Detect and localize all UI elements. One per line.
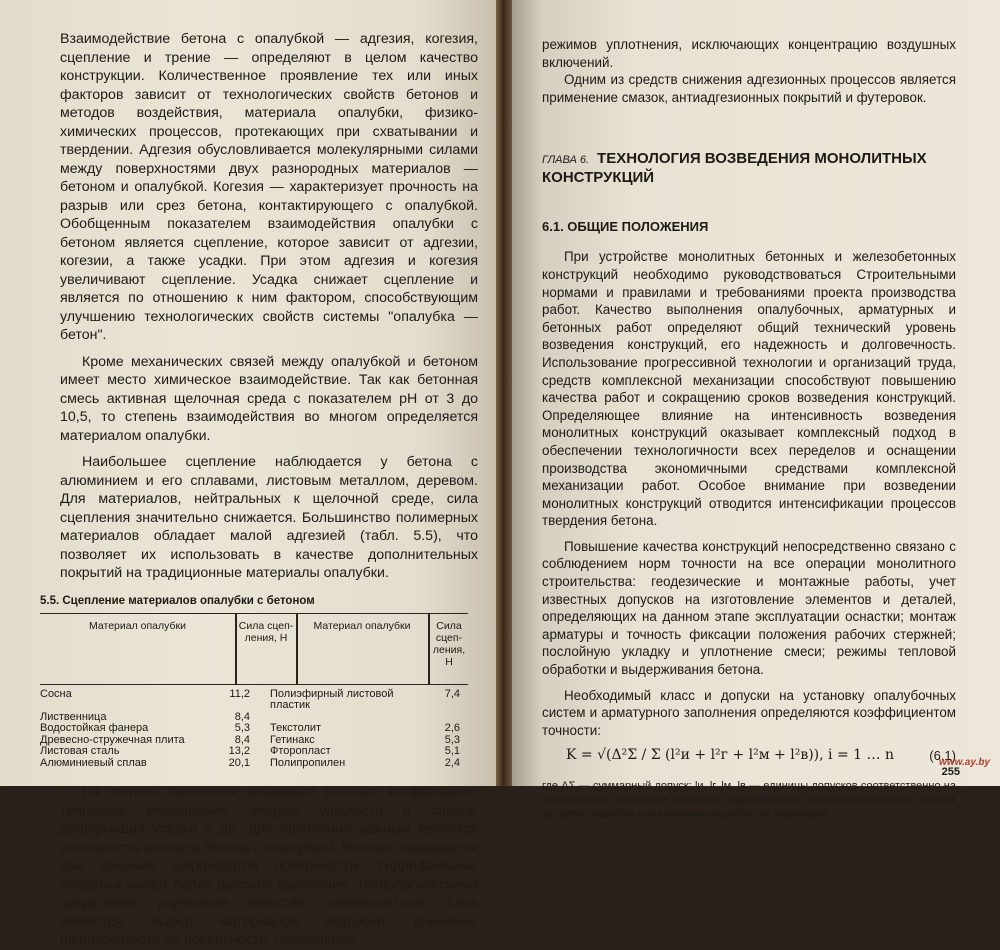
table-cell: 5,3 <box>444 733 460 746</box>
table-cell: 8,4 <box>234 733 250 746</box>
paragraph: режимов уплотнения, исключающих концентрацию воздушных включений. <box>542 37 956 70</box>
chapter-heading <box>542 150 956 187</box>
table-cell: Фторопласт <box>270 745 331 757</box>
paragraph: Наибольшее сцепление наблюдается у бетона с алюминием и его сплавами, листовым металлом, деревом. Для материалов, нейтральных к щелочной среде, сила сцепления значительно снижается. Большинство полимерных материалов обладает малой адгезией (табл. 5.5), что позволяет их использовать в качестве дополнительных покрытий на традиционные материалы опалубки. <box>60 454 478 581</box>
table-row <box>40 723 468 735</box>
formula-line <box>566 747 956 763</box>
column-header: Материал опалубки <box>313 619 411 632</box>
formula: K = √(Δ²Σ / Σ (l²и + l²г + l²м + l²в)), i = 1 … n <box>566 747 894 764</box>
table-cell: Сосна <box>40 687 72 700</box>
paragraph: На степень сцепления оказывают влияние коэффициент теплового расширения, модули упругости и сдвига, деформация усадки и др. Для сцепления важным является сплошность контакта бетона с опалубкой. Контакт повышается при наличии шероховатой поверхности. Гидрофильные опалубки имеют более высокое сцепление. Технологическими средствами улучшения качества поверхностного слоя являются: выбор материалов опалубки, снижение шероховатости ее поверхности, применение <box>60 784 478 948</box>
table-row <box>40 689 468 712</box>
table-cell: Алюминиевый сплав <box>40 756 147 769</box>
table-cell: 7,4 <box>444 687 460 700</box>
paragraph: Кроме механических связей между опалубкой и бетоном имеет место химическое взаимодействие. Так как бетонная смесь активная щелочная среда с показателем pH от 3 до 10,5, то степень взаимодействия во многом определяется материалом опалубки. <box>60 353 478 444</box>
table-cell: Полиэфирный листовой пластик <box>270 687 394 711</box>
table-row <box>40 758 468 770</box>
table-cell: 5,3 <box>234 722 250 734</box>
table-cell: Лиственница <box>40 710 107 723</box>
footnote: где ΔΣ — суммарный допуск; lи, lг, lм, lв — единицы допусков соответственно на изготовление элементов опалубки, геодезические разбивочные работы, монтаж деталей опалубки и отклонение опалубки от вертикали <box>542 780 956 821</box>
table-cell: Древесно-стружечная плита <box>40 733 185 746</box>
column-header: Сила сцеп-ления, Н <box>432 619 466 668</box>
table-cell: Текстолит <box>270 722 322 734</box>
column-header: Сила сцеп-ления, Н <box>238 619 294 644</box>
table-cell: Листовая сталь <box>40 745 120 757</box>
formula-number: (6.1) <box>929 747 956 763</box>
table-cell: 2,4 <box>444 756 460 769</box>
table-cell: 5,1 <box>444 745 460 757</box>
table-cell: Гетинакс <box>270 733 315 746</box>
table-cell: 8,4 <box>234 710 250 723</box>
watermark: www.ay.by <box>939 757 990 768</box>
table-cell: 2,6 <box>444 722 460 734</box>
table-cell: 11,2 <box>229 687 250 700</box>
table-caption: 5.5. Сцепление материалов опалубки с бетоном <box>40 594 315 607</box>
table-cell: 20,1 <box>228 756 250 769</box>
paragraph: Взаимодействие бетона с опалубкой — адгезия, когезия, сцепление и трение — определяют в целом качество конструкции. Количественное проявление тех или иных факторов зависит от технологических свойств бетонов и методов воздействия, материала опалубки, физико-химических процессов, протекающих при схватывании и твердении. Адгезия обусловливается молекулярными силами между поверхностями двух разнородных материалов — бетоном и опалубкой. Когезия — характеризует прочность на разрыв или срез бетона, контактирующего с опалубкой. Обобщенным показателем взаимодействия опалубки с бетоном является сцепление, которое зависит от адгезии, когезии, а также усадки. При этом адгезия и когезия увеличивают сцепление. Усадка снижает сцепление и является по отношению к ним фактором, способствующим улучшению технологических свойств системы "опалубка — бетон". <box>60 31 478 343</box>
table-cell: Полипропилен <box>270 756 346 769</box>
left-page <box>0 0 496 948</box>
table-cell: 13,2 <box>228 745 250 757</box>
chapter-label: ГЛАВА 6. <box>542 154 590 167</box>
paragraph: Повышение качества конструкций непосредственно связано с соблюдением норм точности на все операции монолитного строительства: геодезические и монтажные работы, учет известных допусков на изготовление элементов и деталей, определяющих на данном этапе эксплуатации оснастки; монтаж арматуры и точность фиксации положения рабочих стержней; послойную укладку и уплотнение смеси; режимы тепловой обработки и выдерживания бетона. <box>542 538 956 678</box>
table-cell: Водостойкая фанера <box>40 722 149 734</box>
paragraph: Необходимый класс и допуски на установку опалубочных систем и арматурного заполнения определяются коэффициентом точности: <box>542 687 956 738</box>
chapter-title: ТЕХНОЛОГИЯ ВОЗВЕДЕНИЯ МОНОЛИТНЫХ КОНСТРУКЦИЙ <box>542 150 927 187</box>
table-header <box>40 613 468 685</box>
section-heading: 6.1. ОБЩИЕ ПОЛОЖЕНИЯ <box>542 219 709 235</box>
right-page <box>512 0 1000 821</box>
column-header: Материал опалубки <box>89 619 186 632</box>
page-number: 255 <box>941 766 960 778</box>
table-body <box>40 689 468 770</box>
book-spine <box>496 0 512 786</box>
table-row <box>40 746 468 758</box>
paragraph: Одним из средств снижения адгезионных процессов является применение смазок, антиадгезионных покрытий и футеровок. <box>542 72 956 105</box>
paragraph: При устройстве монолитных бетонных и железобетонных конструкций необходимо руководствоваться Строительными нормами и правилами и требованиями проекта производства работ. Качество выполнения опалубочных, арматурных и бетонных работ определяют общий технический уровень возведения конструкций, его надежность и долговечность. Использование прогрессивной технологии и организаций труда, средств комплексной механизации способствуют повышению качества работ и сокращению сроков возведения конструкций. Определяющее влияние на интенсивность возведения монолитных конструкций оказывает комплексный подход в обеспечении технологичности всех переделов и оснащении производства экономичными средствами комплексной механизации работ. Особое внимание при возведении монолитных конструкций отводится интенсификации процессов твердения бетона. <box>542 249 956 529</box>
